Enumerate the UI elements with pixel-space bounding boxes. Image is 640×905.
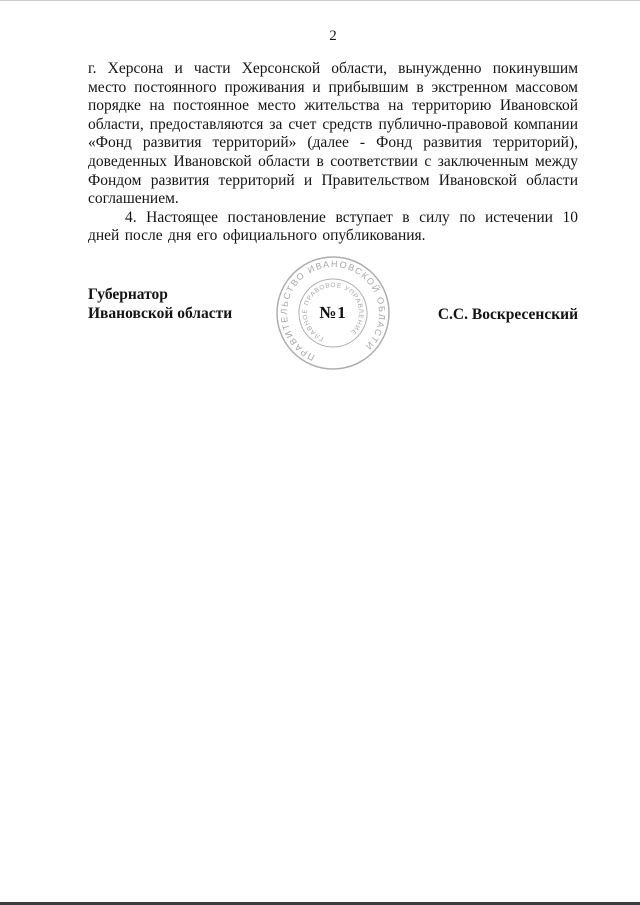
signatory-name: С.С. Воскресенский (437, 305, 578, 323)
signatory-title-line2: Ивановской области (88, 304, 233, 322)
official-seal (271, 251, 395, 375)
page-number: 2 (329, 28, 337, 44)
paragraph-continuation: г. Херсона и части Херсонской области, вынужденно покинувшим место постоянного проживания и прибывшим в экстренном массовом порядке на постоянное место жительства на территорию Ивановской области, предоставляются за счет средств публично-правовой компании «Фонд развития территорий» (далее - Фонд развития территорий), доведенных Ивановской области в соответствии с заключенным между Фондом развития территорий и Правительством Ивановской области соглашением. (88, 60, 578, 208)
signature-block (88, 258, 578, 446)
paragraph-clause-4: 4. Настоящее постановление вступает в силу по истечении 10 дней после дня его официального опубликования. (88, 208, 578, 245)
seal-outer-text: ПРАВИТЕЛЬСТВО ИВАНОВСКОЙ ОБЛАСТИ (278, 258, 388, 363)
seal-number: №1 (319, 302, 347, 322)
signatory-title-line1: Губернатор (88, 285, 168, 303)
document-body (88, 60, 578, 246)
signatory-title (88, 286, 232, 323)
seal-inner-text: ГЛАВНОЕ ПРАВОВОЕ УПРАВЛЕНИЕ (301, 281, 365, 342)
